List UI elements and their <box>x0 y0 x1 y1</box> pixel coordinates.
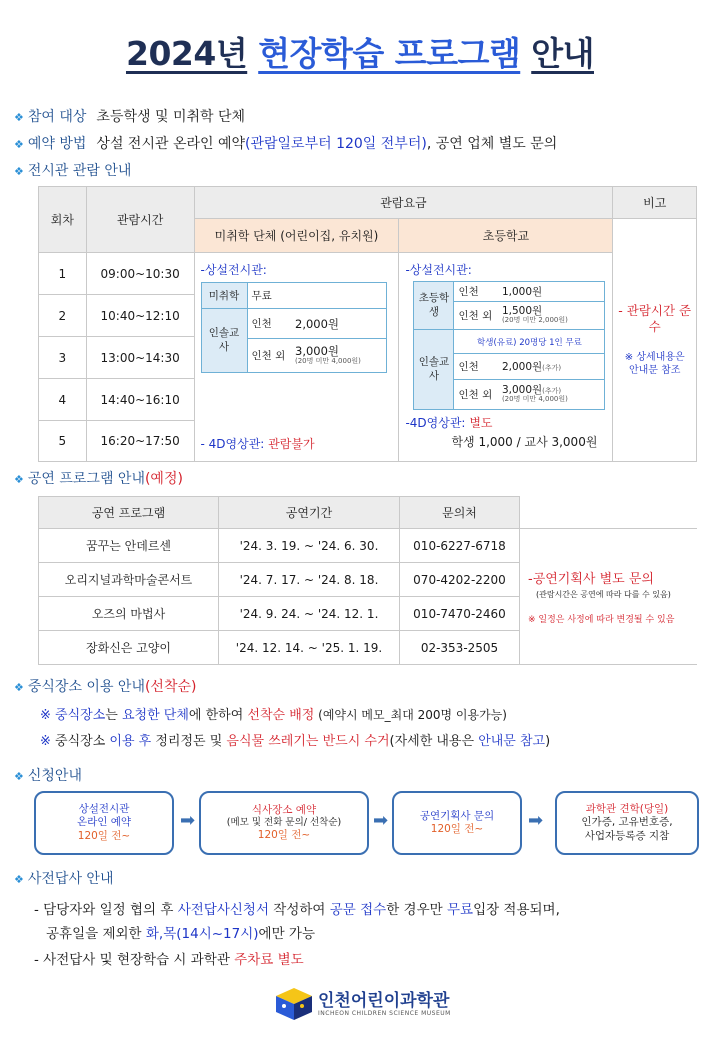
method-value: 상설 전시관 온라인 예약 <box>96 136 246 152</box>
lunch-l2-c: 이용 후 <box>109 734 152 749</box>
perf-note-sub: (관람시간은 공연에 따라 다를 수 있음) <box>536 590 671 599</box>
lunch-l2-a: ※ <box>40 734 51 749</box>
elem-t-out-note2: (20명 미만 4,000원) <box>501 395 568 404</box>
round-4: 4 <box>39 379 87 421</box>
diamond-bullet-icon: ❖ <box>14 165 24 178</box>
perf-period: '24. 9. 24. ~ '24. 12. 1. <box>219 597 400 631</box>
title-end: 안내 <box>531 34 594 73</box>
lunch-section <box>14 676 196 696</box>
lunch-l2-e: 음식물 쓰레기는 반드시 수거 <box>226 734 390 749</box>
perf-phone: 010-6227-6718 <box>400 529 520 563</box>
elem-t-out: 인천 외 <box>454 380 498 410</box>
pv-l3-b: 주차료 별도 <box>234 952 304 968</box>
pre-visit-line-2 <box>46 922 315 942</box>
pv-l1-e: 한 경우만 <box>386 902 447 918</box>
pre-teacher: 인솔교사 <box>201 309 247 373</box>
pre-visit-label: 사전답사 안내 <box>27 871 114 887</box>
perf-name: 꿈꾸는 안데르센 <box>39 529 219 563</box>
flow-step-3 <box>392 791 522 855</box>
method-period: (관람일로부터 120일 전부터) <box>245 136 427 152</box>
arrow-right-icon: ➡ <box>373 810 389 831</box>
museum-logo <box>272 980 462 1026</box>
flow-step-2-t3: 120일 전~ <box>257 828 311 841</box>
elementary-fee-table <box>413 281 605 410</box>
diamond-bullet-icon: ❖ <box>14 111 24 124</box>
pv-l3-a: - 사전답사 및 현장학습 시 과학관 <box>34 952 235 968</box>
flow-step-2-t2: (메모 및 전화 문의/ 선착순) <box>226 817 342 829</box>
lunch-l2-d: 정리정돈 및 <box>151 734 227 749</box>
method-section <box>14 133 557 153</box>
performance-table <box>38 496 697 665</box>
perf-period: '24. 3. 19. ~ '24. 6. 30. <box>219 529 400 563</box>
method-performance: , 공연 업체 별도 문의 <box>426 136 558 152</box>
preschool-fee-table <box>201 282 387 373</box>
logo-name: 인천어린이과학관 <box>318 991 450 1011</box>
lunch-l1-c: 요청한 단체 <box>121 708 189 723</box>
diamond-bullet-icon: ❖ <box>14 473 24 486</box>
perf-name: 장화신은 고양이 <box>39 631 219 665</box>
round-3: 3 <box>39 337 87 379</box>
perf-note-warn: ※ 일정은 사정에 따라 변경될 수 있음 <box>528 615 675 625</box>
flow-step-3-t2: 120일 전~ <box>430 823 484 835</box>
elem-s-out: 인천 외 <box>454 302 498 330</box>
table-row <box>39 529 698 563</box>
target-label: 참여 대상 <box>27 109 87 125</box>
apply-label: 신청안내 <box>27 768 82 784</box>
flow-step-4 <box>555 791 699 855</box>
elem-t-free: 학생(유료) 20명당 1인 무료 <box>454 330 605 354</box>
pre-in-city-fee: 2,000원 <box>291 309 386 339</box>
time-5: 16:20~17:50 <box>86 421 194 462</box>
arrow-right-icon: ➡ <box>180 810 196 831</box>
flow-step-1-t2: 온라인 예약 <box>76 816 132 829</box>
lunch-l1-e: 선착순 배정 <box>247 708 315 723</box>
page-title <box>0 28 720 75</box>
lunch-l2-b: 중식장소 <box>50 734 110 749</box>
col-time: 관람시간 <box>86 187 194 253</box>
lunch-label-tag: (선착순) <box>144 679 197 695</box>
col-preschool: 미취학 단체 (어린이집, 유치원) <box>194 219 399 253</box>
title-mid: 현장학습 프로그램 <box>258 34 521 73</box>
col-note: 비고 <box>613 187 697 219</box>
elem-4d-label: -4D영상관: <box>405 416 466 430</box>
pre-visit-line-1 <box>34 898 560 918</box>
pre-4d-label: - 4D영상관: <box>200 437 265 451</box>
perf-phone: 02-353-2505 <box>400 631 520 665</box>
diamond-bullet-icon: ❖ <box>14 138 24 151</box>
lunch-l2-h: ) <box>545 734 551 749</box>
pre-child-fee: 무료 <box>247 283 386 309</box>
flow-step-1-t3: 120일 전~ <box>77 829 131 842</box>
pv-l2-c: 에만 가능 <box>258 926 316 942</box>
perf-note <box>520 529 698 665</box>
lunch-line-2 <box>40 730 550 749</box>
flow-step-1-t1: 상설전시관 <box>78 803 130 816</box>
lunch-l1-a: ※ 중식장소 <box>40 708 106 723</box>
pv-l1-c: 작성하여 <box>269 902 330 918</box>
time-4: 14:40~16:10 <box>86 379 194 421</box>
lunch-line-1 <box>40 704 507 723</box>
perf-label: 공연 프로그램 안내 <box>27 471 145 487</box>
time-2: 10:40~12:10 <box>86 295 194 337</box>
time-3: 13:00~14:30 <box>86 337 194 379</box>
elem-4d-value: 별도 <box>469 416 493 430</box>
elem-s-in: 인천 <box>454 282 498 302</box>
flow-step-2-t1: 식사장소 예약 <box>251 803 317 816</box>
elem-t-out-note1: (추가) <box>542 386 562 395</box>
round-5: 5 <box>39 421 87 462</box>
col-period: 공연기간 <box>219 497 400 529</box>
pre-in-city: 인천 <box>247 309 291 339</box>
pre-out-city-fee: 3,000원 <box>295 344 340 359</box>
method-label: 예약 방법 <box>27 136 87 152</box>
perf-phone: 010-7470-2460 <box>400 597 520 631</box>
pv-l1-f: 무료 <box>446 902 474 918</box>
title-year: 2024년 <box>125 34 248 73</box>
pre-visit-line-3 <box>34 948 304 968</box>
lunch-l1-b: 는 <box>105 708 122 723</box>
col-round: 회차 <box>39 187 87 253</box>
lunch-l2-g: 안내문 참고 <box>478 734 546 749</box>
pv-l1-d: 공문 접수 <box>329 902 387 918</box>
elementary-fees <box>399 253 613 462</box>
perf-blank <box>520 497 698 529</box>
note-time: - 관람시간 준수 <box>618 302 692 334</box>
flow-step-4-t2: 인가증, 고유번호증, <box>581 816 673 829</box>
diamond-bullet-icon: ❖ <box>14 681 24 694</box>
flow-step-1 <box>34 791 174 855</box>
elem-s-out-note: (20명 미만 2,000원) <box>501 316 568 325</box>
visit-note <box>613 219 697 462</box>
col-program: 공연 프로그램 <box>39 497 219 529</box>
flow-step-4-t3: 사업자등록증 지참 <box>584 829 670 842</box>
perf-name: 오즈의 마법사 <box>39 597 219 631</box>
pv-l1-b: 사전답사신청서 <box>177 902 269 918</box>
flow-step-3-t1: 공연기획사 문의 <box>419 809 495 822</box>
col-fee: 관람요금 <box>194 187 613 219</box>
perf-note-main: -공연기획사 별도 문의 <box>528 572 654 587</box>
perf-phone: 070-4202-2200 <box>400 563 520 597</box>
elem-t-in: 인천 <box>454 354 498 380</box>
diamond-bullet-icon: ❖ <box>14 770 24 783</box>
lunch-label: 중식장소 이용 안내 <box>27 679 145 695</box>
elem-t-out-fee: 3,000원 <box>501 383 543 396</box>
target-value: 초등학생 및 미취학 단체 <box>96 109 246 125</box>
apply-section <box>14 765 82 785</box>
pre-hall-label: -상설전시관: <box>200 263 267 277</box>
perf-period: '24. 7. 17. ~ '24. 8. 18. <box>219 563 400 597</box>
visit-table <box>38 186 697 462</box>
pre-child: 미취학 <box>201 283 247 309</box>
round-2: 2 <box>39 295 87 337</box>
elem-t-in-fee: 2,000원 <box>501 361 543 373</box>
elem-4d-fee: 학생 1,000 / 교사 3,000원 <box>451 435 598 449</box>
pv-l1-a: - 담당자와 일정 협의 후 <box>34 902 178 918</box>
elem-t-in-note: (추가) <box>542 364 562 372</box>
flow-step-4-t1: 과학관 견학(당일) <box>585 803 669 816</box>
pre-visit-section <box>14 868 113 888</box>
elem-teacher: 인솔교사 <box>414 330 454 410</box>
lunch-l1-f: (예약시 메모_최대 200명 이용가능) <box>314 708 507 722</box>
perf-label-tag: (예정) <box>144 471 183 487</box>
preschool-fees <box>194 253 399 462</box>
target-section <box>14 106 245 126</box>
perf-section <box>14 468 183 488</box>
pre-out-city: 인천 외 <box>247 339 291 373</box>
elem-student: 초등학생 <box>414 282 454 330</box>
exhibit-label: 전시관 관람 안내 <box>27 163 132 179</box>
elem-s-out-fee: 1,500원 <box>501 304 543 317</box>
cube-logo-icon <box>272 982 316 1022</box>
elem-hall-label: -상설전시관: <box>405 263 472 277</box>
pre-out-city-note: (20명 미만 4,000원) <box>295 356 361 365</box>
lunch-l2-f: (자세한 내용은 <box>389 734 479 749</box>
lunch-l1-d: 에 한하여 <box>188 708 248 723</box>
elem-s-in-fee: 1,000원 <box>498 282 605 302</box>
col-contact: 문의처 <box>400 497 520 529</box>
time-1: 09:00~10:30 <box>86 253 194 295</box>
pv-l1-g: 입장 적용되며, <box>473 902 560 918</box>
diamond-bullet-icon: ❖ <box>14 873 24 886</box>
pv-l2-b: 화,목(14시~17시) <box>145 926 259 942</box>
perf-name: 오리지널과학마술콘서트 <box>39 563 219 597</box>
logo-sub: INCHEON CHILDREN SCIENCE MUSEUM <box>318 1010 451 1017</box>
pv-l2-a: 공휴일을 제외한 <box>46 926 146 942</box>
exhibit-section <box>14 160 131 180</box>
note-detail: ※ 상세내용은 안내문 참조 <box>624 352 685 377</box>
flow-step-2 <box>199 791 369 855</box>
arrow-right-icon: ➡ <box>528 810 544 831</box>
col-elementary: 초등학교 <box>399 219 613 253</box>
perf-period: '24. 12. 14. ~ '25. 1. 19. <box>219 631 400 665</box>
round-1: 1 <box>39 253 87 295</box>
pre-4d-value: 관람불가 <box>268 437 315 451</box>
